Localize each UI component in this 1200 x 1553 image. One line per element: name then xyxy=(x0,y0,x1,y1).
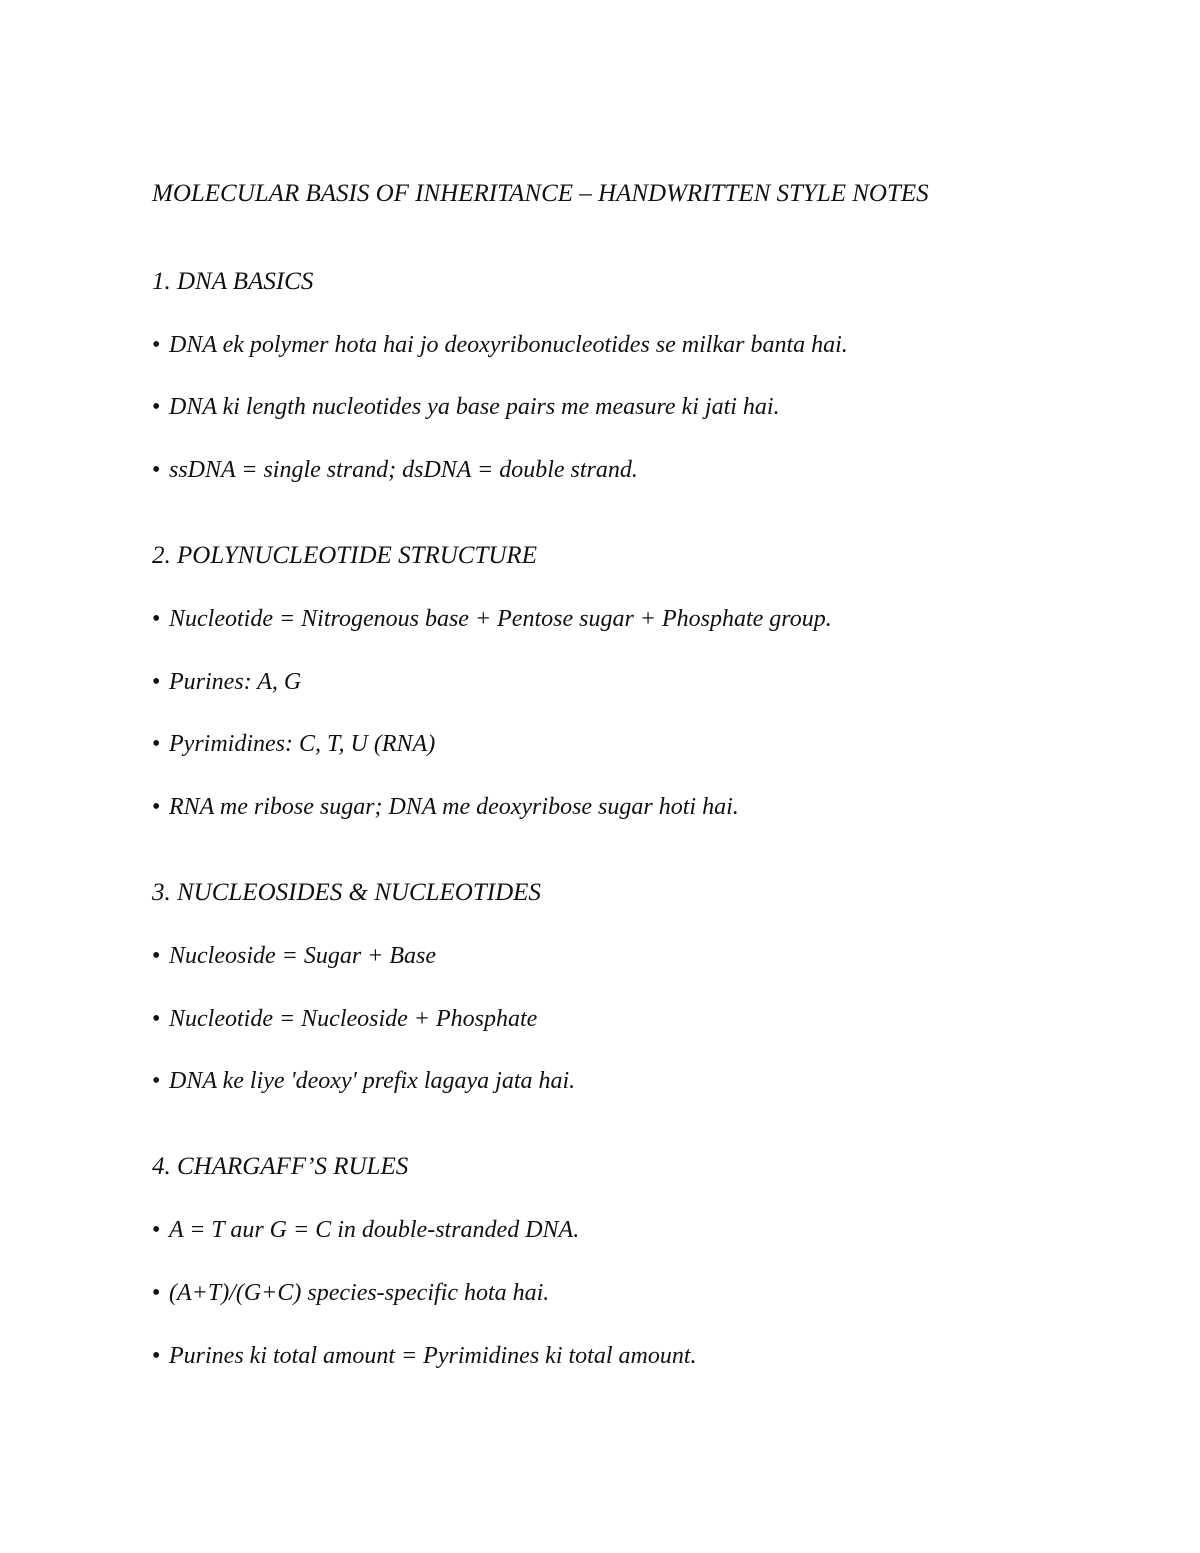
list-item: • DNA ki length nucleotides ya base pairs me measure ki jati hai. xyxy=(152,391,780,423)
bullet-icon: • xyxy=(152,1006,161,1032)
list-item: • Purines: A, G xyxy=(152,666,301,698)
bullet-icon: • xyxy=(152,606,161,632)
bullet-icon: • xyxy=(152,1068,161,1094)
list-item: • (A+T)/(G+C) species-specific hota hai. xyxy=(152,1277,549,1309)
bullet-icon: • xyxy=(152,394,161,420)
section-heading-polynucleotide-structure: 2. POLYNUCLEOTIDE STRUCTURE xyxy=(152,542,537,569)
bullet-icon: • xyxy=(152,794,161,820)
bullet-icon: • xyxy=(152,1343,161,1369)
bullet-icon: • xyxy=(152,731,161,757)
list-item: • Pyrimidines: C, T, U (RNA) xyxy=(152,728,435,760)
list-item: • Nucleotide = Nucleoside + Phosphate xyxy=(152,1003,537,1035)
document-title: MOLECULAR BASIS OF INHERITANCE – HANDWRITTEN STYLE NOTES xyxy=(152,180,929,207)
section-heading-dna-basics: 1. DNA BASICS xyxy=(152,268,314,295)
list-item: • A = T aur G = C in double-stranded DNA. xyxy=(152,1214,579,1246)
list-item: • DNA ek polymer hota hai jo deoxyribonucleotides se milkar banta hai. xyxy=(152,329,848,361)
list-item: • DNA ke liye 'deoxy' prefix lagaya jata hai. xyxy=(152,1065,575,1097)
bullet-icon: • xyxy=(152,669,161,695)
list-item: • RNA me ribose sugar; DNA me deoxyribose sugar hoti hai. xyxy=(152,791,739,823)
list-item: • Nucleoside = Sugar + Base xyxy=(152,940,436,972)
section-heading-nucleosides-nucleotides: 3. NUCLEOSIDES & NUCLEOTIDES xyxy=(152,879,541,906)
bullet-icon: • xyxy=(152,1280,161,1306)
bullet-icon: • xyxy=(152,332,161,358)
list-item: • Purines ki total amount = Pyrimidines ki total amount. xyxy=(152,1340,696,1372)
list-item: • Nucleotide = Nitrogenous base + Pentose sugar + Phosphate group. xyxy=(152,603,832,635)
bullet-icon: • xyxy=(152,457,161,483)
bullet-icon: • xyxy=(152,1217,161,1243)
bullet-icon: • xyxy=(152,943,161,969)
section-heading-chargaffs-rules: 4. CHARGAFF’S RULES xyxy=(152,1153,409,1180)
list-item: • ssDNA = single strand; dsDNA = double strand. xyxy=(152,454,638,486)
